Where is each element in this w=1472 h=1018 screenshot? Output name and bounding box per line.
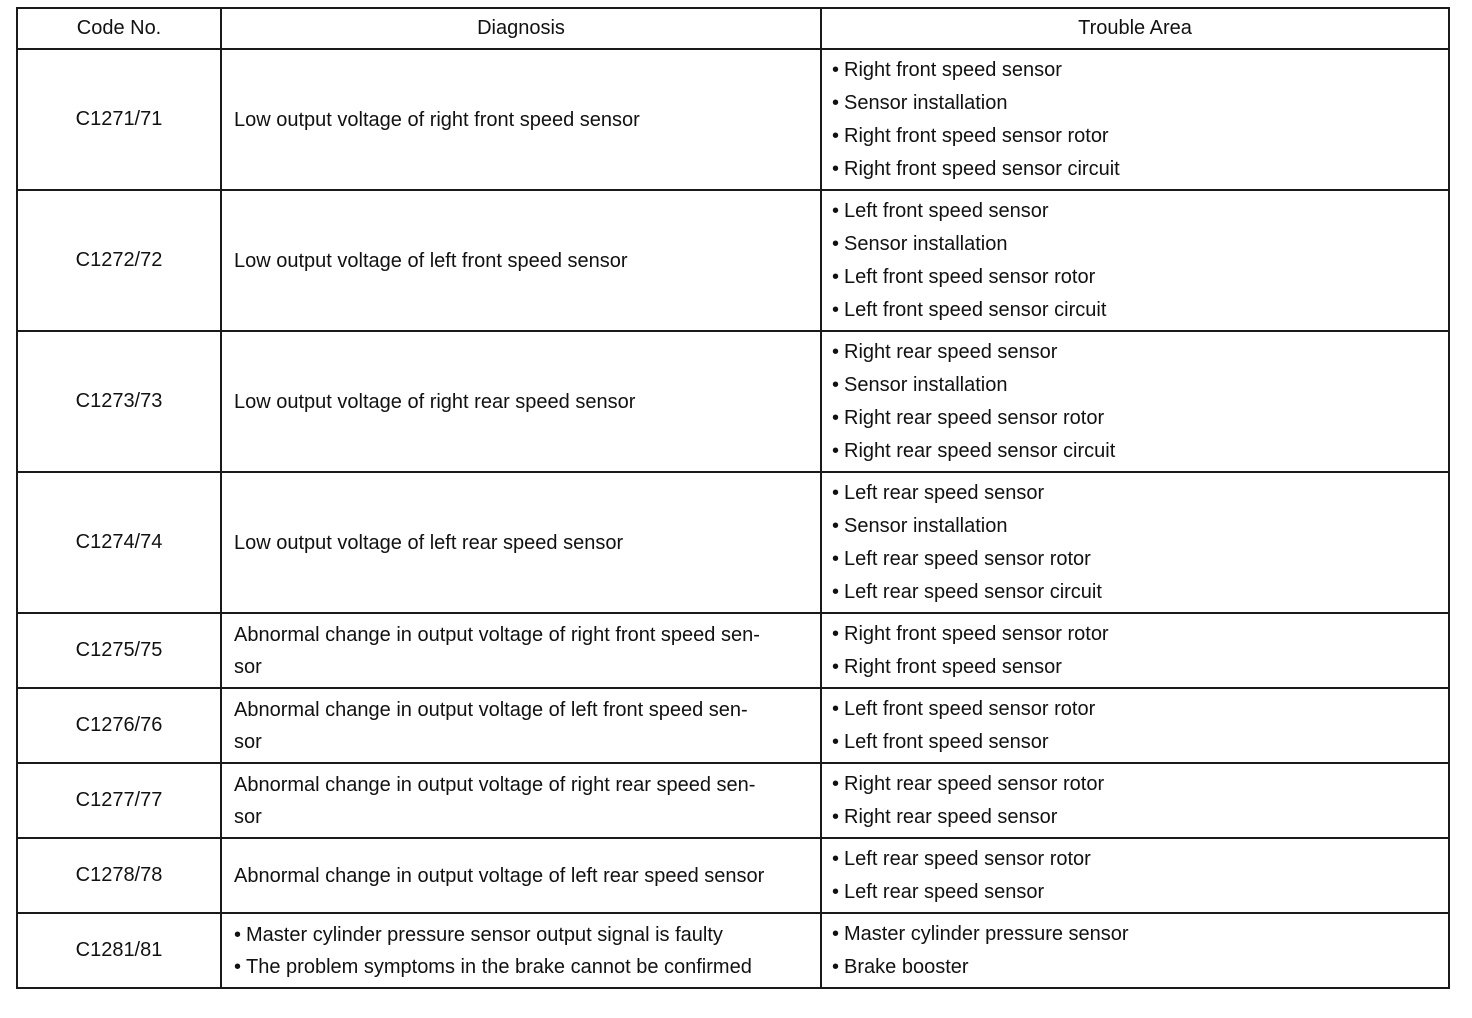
trouble-item: • Left front speed sensor rotor — [832, 693, 1438, 726]
trouble-item: • Brake booster — [832, 951, 1438, 984]
diagnosis-line: Abnormal change in output voltage of right front speed sen- — [234, 623, 760, 646]
trouble-list — [832, 768, 1438, 834]
trouble-list — [832, 618, 1438, 684]
trouble-item: • Left front speed sensor — [832, 195, 1438, 228]
trouble-area-cell — [821, 763, 1449, 838]
trouble-list — [832, 918, 1438, 984]
trouble-area-cell — [821, 613, 1449, 688]
diagnosis-cell — [221, 49, 821, 190]
diagnosis-text: Low output voltage of left rear speed sensor — [234, 531, 624, 554]
trouble-item: • Right rear speed sensor rotor — [832, 402, 1438, 435]
code-cell: C1271/71 — [17, 49, 221, 190]
trouble-area-cell — [821, 838, 1449, 913]
code-cell: C1276/76 — [17, 688, 221, 763]
diagnosis-item: • Master cylinder pressure sensor output signal is faulty — [234, 919, 810, 951]
trouble-list — [832, 195, 1438, 327]
code-cell: C1277/77 — [17, 763, 221, 838]
header-code: Code No. — [17, 8, 221, 49]
diagnosis-cell — [221, 688, 821, 763]
diagnosis-text: Low output voltage of left front speed sensor — [234, 249, 628, 272]
table-row — [17, 331, 1449, 472]
trouble-item: • Right front speed sensor rotor — [832, 618, 1438, 651]
trouble-item: • Right rear speed sensor circuit — [832, 435, 1438, 468]
trouble-item: • Left front speed sensor — [832, 726, 1438, 759]
trouble-area-cell — [821, 49, 1449, 190]
trouble-item: • Right front speed sensor — [832, 54, 1438, 87]
table-row — [17, 613, 1449, 688]
diagnosis-cell — [221, 763, 821, 838]
diagnosis-line: sor — [234, 730, 262, 753]
diagnosis-cell — [221, 472, 821, 613]
header-trouble-area: Trouble Area — [821, 8, 1449, 49]
diagnosis-cell — [221, 913, 821, 988]
trouble-item: • Left rear speed sensor — [832, 876, 1438, 909]
table-row — [17, 688, 1449, 763]
trouble-area-cell — [821, 688, 1449, 763]
code-cell: C1274/74 — [17, 472, 221, 613]
trouble-item: • Sensor installation — [832, 369, 1438, 402]
diagnosis-text: Abnormal change in output voltage of left rear speed sensor — [234, 864, 765, 887]
dtc-table — [16, 7, 1450, 989]
trouble-list — [832, 54, 1438, 186]
trouble-item: • Left rear speed sensor rotor — [832, 543, 1438, 576]
header-row — [17, 8, 1449, 49]
code-cell: C1275/75 — [17, 613, 221, 688]
trouble-item: • Left rear speed sensor circuit — [832, 576, 1438, 609]
code-cell: C1278/78 — [17, 838, 221, 913]
header-diagnosis: Diagnosis — [221, 8, 821, 49]
table-row — [17, 49, 1449, 190]
diagnosis-text: Low output voltage of right front speed sensor — [234, 108, 640, 131]
trouble-item: • Right front speed sensor — [832, 651, 1438, 684]
diagnosis-cell — [221, 331, 821, 472]
trouble-list — [832, 336, 1438, 468]
trouble-item: • Right front speed sensor rotor — [832, 120, 1438, 153]
table-row — [17, 838, 1449, 913]
trouble-item: • Left rear speed sensor rotor — [832, 843, 1438, 876]
diagnosis-line: sor — [234, 655, 262, 678]
trouble-item: • Sensor installation — [832, 228, 1438, 261]
trouble-item: • Sensor installation — [832, 87, 1438, 120]
trouble-item: • Left rear speed sensor — [832, 477, 1438, 510]
table-row — [17, 190, 1449, 331]
diagnosis-list — [234, 919, 810, 983]
trouble-area-cell — [821, 331, 1449, 472]
trouble-list — [832, 477, 1438, 609]
diagnosis-text: Low output voltage of right rear speed sensor — [234, 390, 636, 413]
trouble-item: • Right rear speed sensor — [832, 801, 1438, 834]
diagnosis-cell — [221, 613, 821, 688]
trouble-item: • Master cylinder pressure sensor — [832, 918, 1438, 951]
trouble-area-cell — [821, 913, 1449, 988]
code-cell: C1273/73 — [17, 331, 221, 472]
trouble-area-cell — [821, 190, 1449, 331]
diagnosis-line: Abnormal change in output voltage of left front speed sen- — [234, 698, 748, 721]
table-row — [17, 763, 1449, 838]
trouble-item: • Right front speed sensor circuit — [832, 153, 1438, 186]
trouble-area-cell — [821, 472, 1449, 613]
diagnosis-item: • The problem symptoms in the brake cannot be confirmed — [234, 951, 810, 983]
trouble-item: • Right rear speed sensor — [832, 336, 1438, 369]
code-cell: C1272/72 — [17, 190, 221, 331]
diagnosis-cell — [221, 838, 821, 913]
trouble-item: • Right rear speed sensor rotor — [832, 768, 1438, 801]
diagnosis-line: sor — [234, 805, 262, 828]
trouble-item: • Left front speed sensor rotor — [832, 261, 1438, 294]
table-row — [17, 472, 1449, 613]
trouble-item: • Left front speed sensor circuit — [832, 294, 1438, 327]
table-row — [17, 913, 1449, 988]
code-cell: C1281/81 — [17, 913, 221, 988]
trouble-list — [832, 843, 1438, 909]
diagnosis-line: Abnormal change in output voltage of right rear speed sen- — [234, 773, 756, 796]
diagnosis-cell — [221, 190, 821, 331]
trouble-item: • Sensor installation — [832, 510, 1438, 543]
trouble-list — [832, 693, 1438, 759]
